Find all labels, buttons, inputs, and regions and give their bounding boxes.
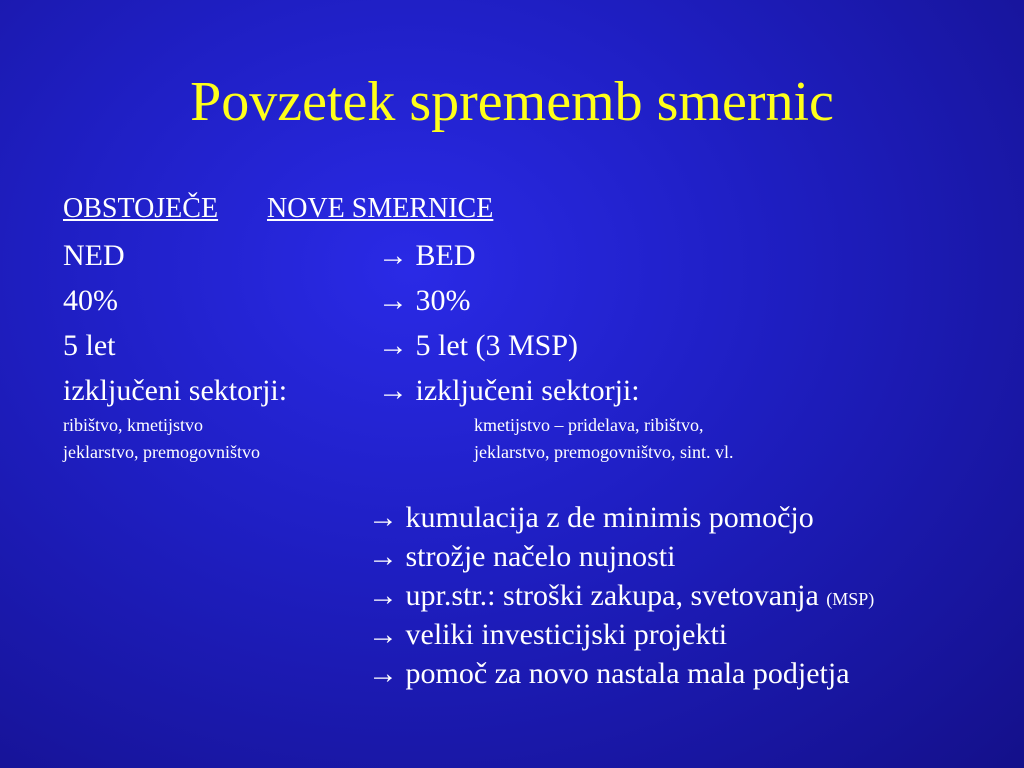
row-right-4: → izključeni sektorji: xyxy=(378,374,640,407)
row-left-4: izključeni sektorji: xyxy=(63,374,288,407)
row-right-3: → 5 let (3 MSP) xyxy=(378,329,579,362)
row-right-2: → 30% xyxy=(378,284,471,317)
header-existing: OBSTOJEČE xyxy=(63,193,219,224)
sub-row-left-2: jeklarstvo, premogovništvo xyxy=(63,442,260,462)
bullet-5: → pomoč za novo nastala mala podjetja xyxy=(368,657,850,690)
row-right-1: → BED xyxy=(378,239,476,272)
row-left-3: 5 let xyxy=(63,329,116,362)
sub-row-right-1: kmetijstvo – pridelava, ribištvo, xyxy=(474,415,704,435)
bullet-1: → kumulacija z de minimis pomočjo xyxy=(368,501,814,534)
bullet-3 xyxy=(368,578,874,614)
row-left-1: NED xyxy=(63,239,125,272)
sub-row-left-1: ribištvo, kmetijstvo xyxy=(63,415,204,435)
slide-title: Povzetek sprememb smernic xyxy=(190,71,834,133)
header-new: NOVE SMERNICE xyxy=(267,193,494,224)
sub-row-right-2: jeklarstvo, premogovništvo, sint. vl. xyxy=(474,442,734,462)
bullet-4: → veliki investicijski projekti xyxy=(368,618,728,651)
bullet-3-text: → upr.str.: stroški zakupa, svetovanja xyxy=(368,579,827,612)
bullet-2: → strožje načelo nujnosti xyxy=(368,540,676,573)
row-left-2: 40% xyxy=(63,284,118,317)
bullet-3-note: (MSP) xyxy=(826,589,875,609)
